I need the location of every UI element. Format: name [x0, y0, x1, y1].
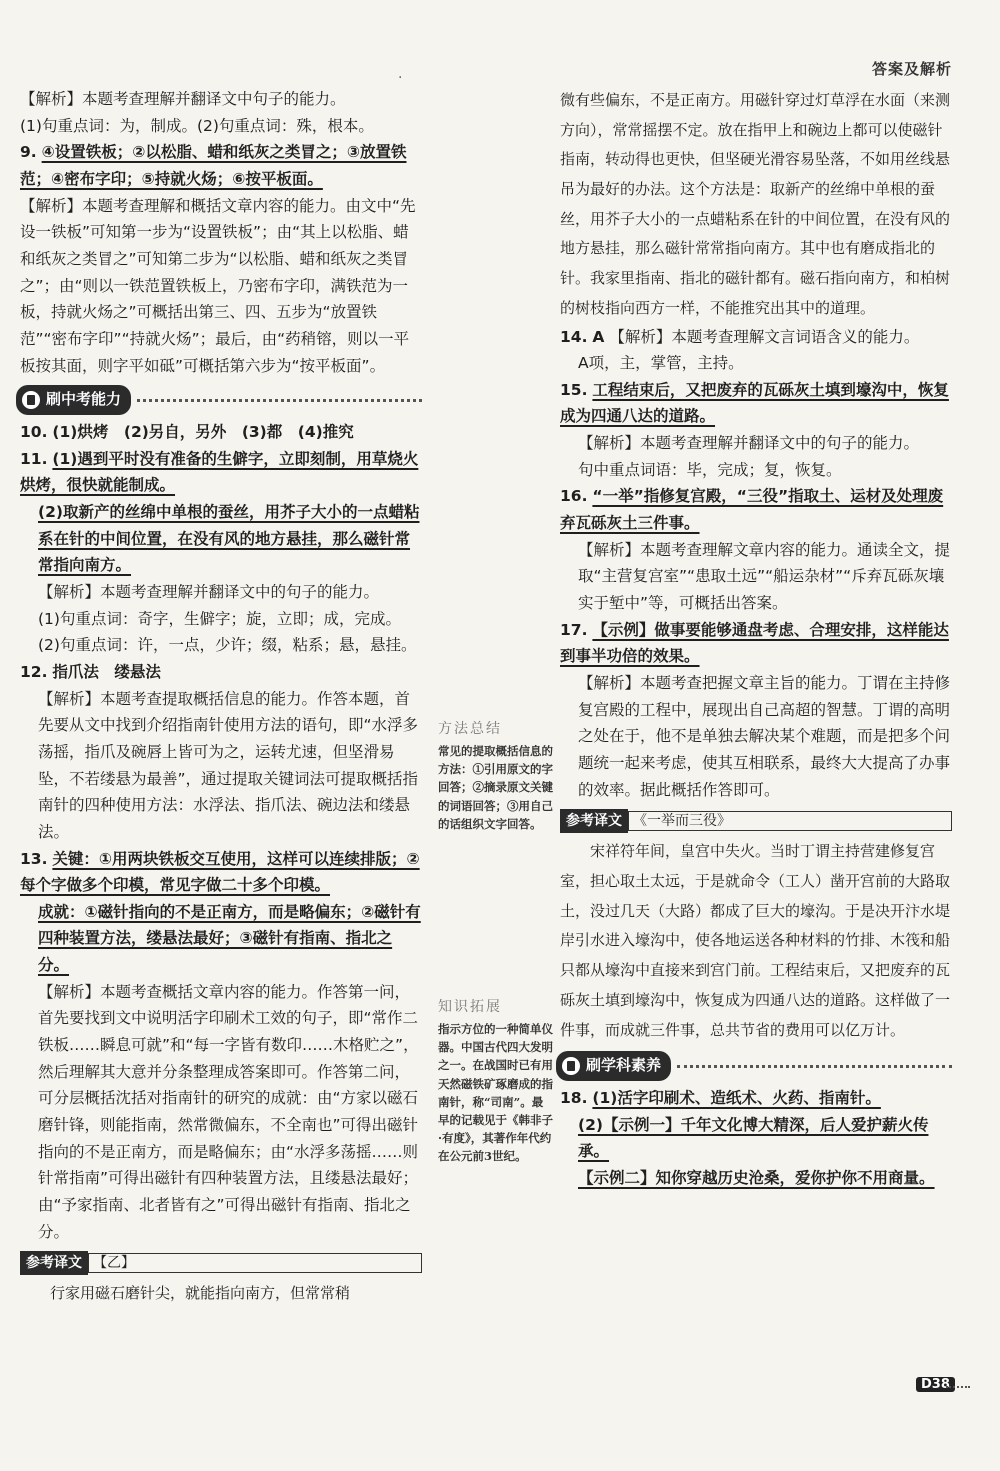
q11-note-1: (1)句重点词：奇字，生僻字；旋，立即；成，完成。 [38, 609, 401, 628]
q10-number: 10. [20, 423, 48, 442]
top-dot: · [398, 70, 403, 86]
q18-number: 18. [560, 1089, 588, 1107]
translation-continued: 微有些偏东，不是正南方。用磁针穿过灯草浮在水面（来测方向），常常摇摆不定。放在指甲上和碗边上都可以使磁针指南，转动得也更快，但坚硬光滑容易坠落，不如用丝线悬吊为最好的办法。这个方法是：取新产的丝绵中单根的蚕丝，用芥子大小的一点蜡粘系在针的中间位置，在没有风的地方悬挂，那么磁针常常指向南方。其中也有磨成指北的针。我家里指南、指北的磁针都有。磁石指向南方，和柏树的树枝指向西方一样，不能推究出其中的道理。 [560, 91, 951, 317]
q13-analysis: 【解析】本题考查概括文章内容的能力。作答第一问，首先要找到文中说明活字印刷术工效的句子，即“常作二铁板……瞬息可就”和“每一字皆有数印……木格贮之”，然后理解其大意并分条整理成答案即可。作答第二问，可分层概括沈括对指南针的研究的成就：由“方家以磁石磨针锋，则能指南，然常微偏东，不全南也”可得出磁针指向的不是正南方，而是略偏东；由“水浮多荡摇……则针常指南”可得出磁针有四种装置方法，且缕悬法最好；由“予家指南、北者皆有之”可得出磁针有指南、指北之分。 [38, 982, 419, 1241]
section-title: 刷中考能力 [46, 390, 122, 409]
book-icon [22, 391, 40, 409]
page-number-dots [946, 1386, 970, 1388]
section-header-literacy [556, 1051, 952, 1081]
q15-number: 15. [560, 380, 588, 399]
knowledge-text: 指示方位的一种简单仪器。中国古代四大发明之一。在战国时已有用天然磁铁矿琢磨成的指南针，称“司南”。最早的记载见于《韩非子·有度》，其著作年代约在公元前3世纪。 [438, 1022, 553, 1164]
q12-analysis: 【解析】本题考查提取概括信息的能力。作答本题，首先要从文中找到介绍指南针使用方法的语句，即“水浮多荡摇，指爪及碗唇上皆可为之，运转尤速，但坚滑易坠，不若缕悬为最善”，通过提取关键词法可提取概括指南针的四种使用方法：水浮法、指爪法、碗边法和缕悬法。 [38, 689, 419, 841]
q13-answer-1: 关键：①用两块铁板交互使用，这样可以连续排版；②每个字做多个印模，常见字做二十多个印模。 [20, 849, 420, 895]
q18-answer-2: (2)【示例一】千年文化博大精深，后人爱护薪火传承。 [578, 1115, 929, 1161]
question-10 [20, 419, 422, 446]
question-17 [560, 617, 952, 670]
section-title-2: 刷学科素养 [586, 1056, 662, 1075]
q11-answer-1: (1)遇到平时没有准备的生僻字，立即刻制，用草烧火烘烤，很快就能制成。 [20, 449, 419, 495]
reference-title: 【乙】 [88, 1253, 422, 1273]
q9-answer: ④设置铁板；②以松脂、蜡和纸灰之类冒之；③放置铁范；④密布字印；⑤持就火炀；⑥按平板面。 [20, 143, 407, 188]
method-summary-title: 方法总结 [438, 721, 502, 737]
question-14 [560, 324, 952, 351]
left-column [20, 86, 422, 1309]
q13-answer-2-wrap [20, 899, 422, 979]
question-13 [20, 846, 422, 899]
section-header-exam [16, 385, 422, 415]
q17-answer: 【示例】做事要能够通盘考虑、合理安排，这样能达到事半功倍的效果。 [560, 620, 949, 666]
q11-answer-2: (2)取新产的丝绵中单根的蚕丝，用芥子大小的一点蜡粘系在针的中间位置，在没有风的地方悬挂，那么磁针常常指向南方。 [38, 502, 420, 575]
q17-number: 17. [560, 620, 588, 639]
question-11 [20, 446, 422, 499]
question-12 [20, 659, 422, 686]
q11-note-2: (2)句重点词：许，一点，少许；缀，粘系；悬，悬挂。 [38, 636, 417, 655]
question-9 [20, 139, 422, 192]
q11-analysis: 【解析】本题考查理解并翻译文中的句子的能力。 [38, 582, 380, 601]
q15-answer: 工程结束后，又把废弃的瓦砾灰土填到壕沟中，恢复成为四通八达的道路。 [560, 380, 949, 426]
q16-analysis: 【解析】本题考查理解文章内容的能力。通读全文，提取“主营复宫室”“患取土远”“船运杂材”“斥弃瓦砾灰壤实于堑中”等，可概括出答案。 [578, 540, 951, 613]
question-18 [560, 1085, 952, 1112]
q14-number: 14. [560, 327, 588, 346]
q11-number: 11. [20, 449, 48, 468]
question-15 [560, 377, 952, 430]
q18-answer-3: 【示例二】知你穿越历史沧桑，爱你护你不用商量。 [578, 1168, 935, 1187]
q12-number: 12. [20, 662, 48, 681]
section-badge [16, 385, 131, 415]
reference-translation-bar [20, 1251, 422, 1275]
q13-answer-2: 成就：①磁针指向的不是正南方，而是略偏东；②磁针有四种装置方法，缕悬法最好；③磁针有指南、指北之分。 [38, 902, 421, 975]
reference-label: 参考译文 [20, 1251, 88, 1275]
method-summary-text: 常见的提取概括信息的方法：①引用原文的字回答；②摘录原文关键的词语回答；③用自己的话组织文字回答。 [438, 744, 553, 831]
page-number: D38 [916, 1377, 955, 1392]
knowledge-title: 知识拓展 [438, 999, 502, 1015]
reference-title-2: 《一举而三役》 [628, 811, 952, 831]
reference-translation-bar-2 [560, 809, 952, 833]
q18-answer-3-wrap [560, 1165, 952, 1192]
q9-analysis: 【解析】本题考查理解和概括文章内容的能力。由文中“先设一铁板”可知第一步为“设置铁板”；由“其上以松脂、蜡和纸灰之类冒之”可知第二步为“以松脂、蜡和纸灰之类冒之”；由“则以一铁范置铁板上，乃密布字印，满铁范为一板，持就火炀之”可概括出第三、四、五步为“放置铁范”“密布字印”“持就火炀”；最后，由“药稍镕，则以一平板按其面，则字平如砥”可概括第六步为“按平板面”。 [20, 196, 416, 375]
section-badge-2 [556, 1051, 671, 1081]
dotted-divider [137, 399, 422, 402]
q10-answer: (1)烘烤 (2)另自，另外 (3)都 (4)推究 [52, 423, 354, 442]
right-column [560, 86, 952, 1192]
q18-answer-1: (1)活字印刷术、造纸术、火药、指南针。 [592, 1089, 881, 1107]
knowledge-box [438, 996, 554, 1165]
book-icon [562, 1057, 580, 1075]
q8-note: (1)句重点词：为，制成。(2)句重点词：殊，根本。 [20, 116, 374, 135]
method-summary-box [438, 718, 554, 833]
q8-analysis: 【解析】本题考查理解并翻译文中句子的能力。 [20, 90, 346, 108]
q15-note: 句中重点词语：毕，完成；复，恢复。 [578, 460, 842, 479]
q17-analysis: 【解析】本题考查把握文章主旨的能力。丁谓在主持修复宫殿的工程中，展现出自己高超的智慧。丁谓的高明之处在于，他不是单独去解决某个难题，而是把多个问题统一起来考虑，使其互相联系，最终大大提高了办事的效率。据此概括作答即可。 [578, 674, 951, 799]
translation-start: 行家用磁石磨针尖，就能指向南方，但常常稍 [50, 1284, 351, 1303]
reference-label-2: 参考译文 [560, 809, 628, 833]
q15-analysis: 【解析】本题考查理解并翻译文中的句子的能力。 [578, 434, 920, 453]
q14-note: A项，主，掌管，主持。 [578, 354, 744, 373]
translation-story: 宋祥符年间，皇宫中失火。当时丁谓主持营建修复宫室，担心取土太远，于是就命令（工人）凿开宫前的大路取土，没过几天（大路）都成了巨大的壕沟。于是决开汴水堤岸引水进入壕沟中，使各地运送各种材料的竹排、木筏和船只都从壕沟中直接来到宫门前。工程结束后，又把废弃的瓦砾灰土填到壕沟中，恢复成为四通八达的道路。这样做了一件事，而成就三件事，总共节省的费用可以亿万计。 [560, 842, 951, 1039]
q18-answer-2-wrap [560, 1112, 952, 1165]
q16-answer: “一举”指修复宫殿，“三役”指取土、运材及处理废弃瓦砾灰土三件事。 [560, 487, 944, 533]
q14-analysis: 【解析】本题考查理解文言词语含义的能力。 [609, 327, 920, 346]
question-16 [560, 483, 952, 536]
q16-number: 16. [560, 487, 588, 506]
q12-answer: 指爪法 缕悬法 [52, 662, 161, 681]
q9-number: 9. [20, 143, 37, 162]
page-header: 答案及解析 [871, 60, 952, 78]
q14-answer: A [592, 327, 605, 346]
q11-answer-2-wrap [20, 499, 422, 579]
q13-number: 13. [20, 849, 48, 868]
dotted-divider-2 [677, 1065, 952, 1068]
